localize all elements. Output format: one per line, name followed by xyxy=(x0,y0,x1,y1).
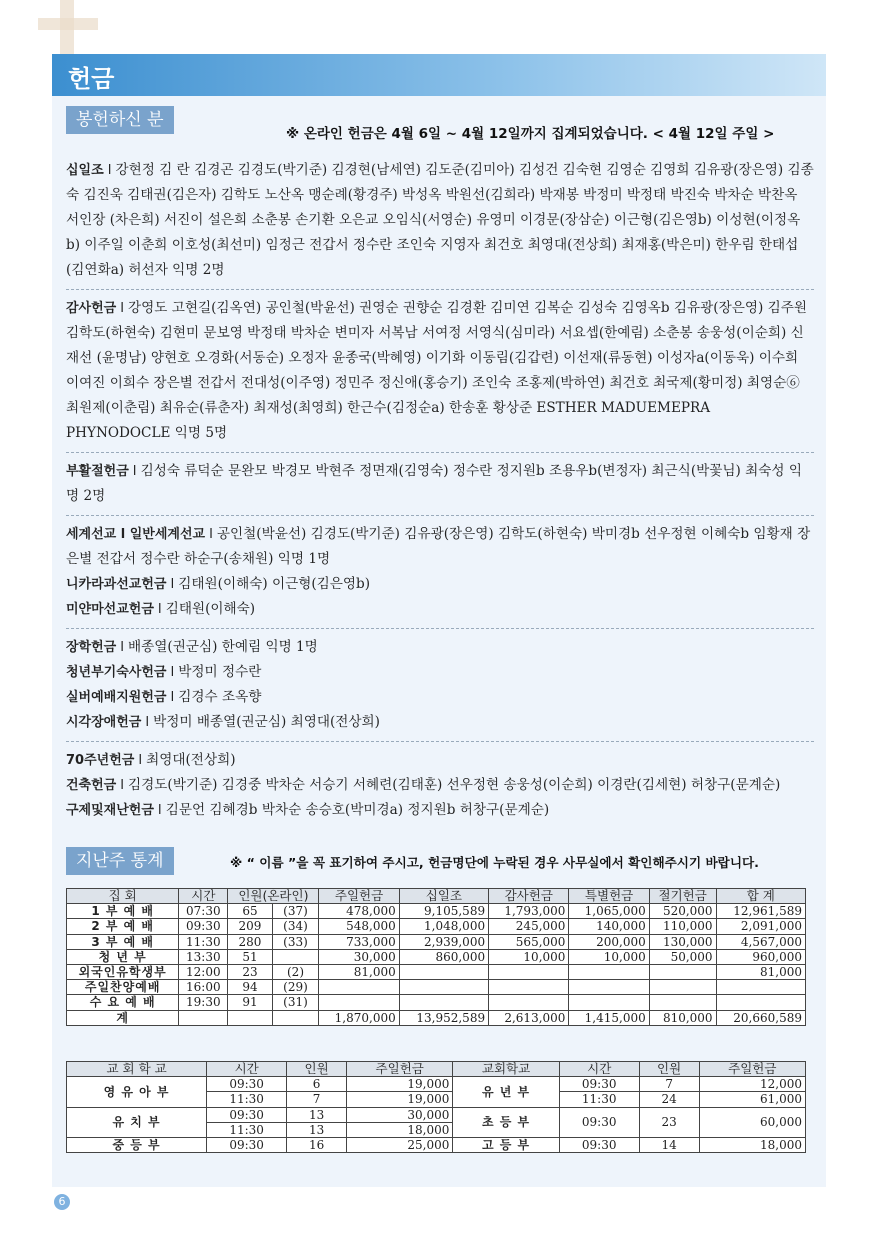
service-name: 계 xyxy=(67,1010,179,1025)
table-cell xyxy=(716,980,805,995)
table-cell xyxy=(489,980,569,995)
table-cell: 110,000 xyxy=(649,919,716,934)
separator: l xyxy=(209,526,213,542)
separator: l xyxy=(157,601,162,617)
column-header: 감사헌금 xyxy=(489,889,569,904)
table-cell: 1,065,000 xyxy=(569,904,649,919)
offering-category: 실버예배지원헌금 xyxy=(66,690,167,705)
table-cell xyxy=(399,965,488,980)
table-cell: 520,000 xyxy=(649,904,716,919)
table-cell: 860,000 xyxy=(399,949,488,964)
table-cell: 61,000 xyxy=(699,1092,805,1107)
table-cell: 7 xyxy=(639,1077,699,1092)
table-cell: 12:00 xyxy=(179,965,228,980)
column-header: 시간 xyxy=(207,1062,287,1077)
table-cell xyxy=(272,949,319,964)
offering-item xyxy=(66,798,814,823)
table-cell: 25,000 xyxy=(347,1138,453,1153)
offering-item xyxy=(66,289,814,446)
table-cell: 19:30 xyxy=(179,995,228,1010)
separator: l xyxy=(120,639,125,655)
table-cell: 9,105,589 xyxy=(399,904,488,919)
table-cell: 11:30 xyxy=(207,1122,287,1137)
donor-names: 배종열(권군심) 한예림 익명 1명 xyxy=(128,639,318,655)
separator: l xyxy=(170,689,175,705)
separator: l xyxy=(170,576,175,592)
table-cell: 94 xyxy=(228,980,272,995)
offering-category: 70주년헌금 xyxy=(66,753,135,768)
table-cell: 51 xyxy=(228,949,272,964)
table-cell: (2) xyxy=(272,965,319,980)
column-header: 시간 xyxy=(559,1062,639,1077)
school-name: 고 등 부 xyxy=(453,1138,559,1153)
table-cell: 209 xyxy=(228,919,272,934)
table-cell: 16 xyxy=(287,1138,347,1153)
table-cell: 12,961,589 xyxy=(716,904,805,919)
service-name: 청 년 부 xyxy=(67,949,179,964)
school-stats-table xyxy=(66,1061,806,1153)
table-cell: 140,000 xyxy=(569,919,649,934)
table-row xyxy=(67,1107,806,1122)
stats-section-label: 지난주 통계 xyxy=(66,847,174,875)
separator: l xyxy=(138,752,143,768)
table-cell: 478,000 xyxy=(319,904,399,919)
table-cell: 1,793,000 xyxy=(489,904,569,919)
offering-item xyxy=(66,158,814,283)
table-cell: 23 xyxy=(639,1107,699,1137)
table-cell: 81,000 xyxy=(319,965,399,980)
table-cell xyxy=(228,1010,272,1025)
table-cell: 19,000 xyxy=(347,1092,453,1107)
table-cell: 733,000 xyxy=(319,934,399,949)
cross-decoration xyxy=(60,0,74,62)
table-cell: 1,870,000 xyxy=(319,1010,399,1025)
table-cell: 4,567,000 xyxy=(716,934,805,949)
table-cell: (37) xyxy=(272,904,319,919)
table-cell xyxy=(272,1010,319,1025)
table-header-row xyxy=(67,889,806,904)
table-cell: 30,000 xyxy=(319,949,399,964)
online-notice: ※ 온라인 헌금은 4월 6일 ~ 4월 12일까지 집계되었습니다. < 4월 12일 주일 > xyxy=(286,126,775,142)
donor-names: 강영도 고현길(김옥연) 공인철(박윤선) 권영순 권향순 김경환 김미연 김복순 김성숙 김영옥b 김유광(장은영) 김주원 김학도(하현숙) 김현미 문보영 박정태 박차순 변미자 서복남 서여정 서영식(심미라) 서요셉(한예림) 소춘봉 송웅성(이순희) 신재선 (윤명남) 양현호 오경화(서동순) 오정자 윤종국(박혜영) 이기화 이동림(김갑련) 이선재(류동현) 이성자a(이동욱) 이수희 이여진 이희수 장은별 전갑서 전대성(이주영) 정민주 정신애(홍승기) 조인숙 조홍제(박하연) 최건호 최국제(황미정) 최영순⑥ 최원제(이춘림) 최유순(류춘자) 최재성(최영희) 한근수(김정순a) 한송훈 황상준 ESTHER MADUEMEPRA PHYNODOCLE 익명 5명 xyxy=(66,300,807,441)
table-cell: 10,000 xyxy=(489,949,569,964)
table-cell: 13,952,589 xyxy=(399,1010,488,1025)
service-name: 수 요 예 배 xyxy=(67,995,179,1010)
table-cell: 60,000 xyxy=(699,1107,805,1137)
offering-item xyxy=(66,515,814,572)
offering-item xyxy=(66,710,814,735)
separator: l xyxy=(107,162,112,178)
donor-names: 김태원(이해숙) xyxy=(165,601,256,617)
table-cell: 11:30 xyxy=(207,1092,287,1107)
table-cell: 13 xyxy=(287,1122,347,1137)
table-cell: 30,000 xyxy=(347,1107,453,1122)
donor-names: 박정미 배종열(권군심) 최영대(전상희) xyxy=(153,714,380,730)
table-cell xyxy=(179,1010,228,1025)
table-cell xyxy=(399,980,488,995)
table-cell: 7 xyxy=(287,1092,347,1107)
donor-names: 최영대(전상희) xyxy=(146,752,236,768)
table-header-row xyxy=(67,1062,806,1077)
offering-item xyxy=(66,597,814,622)
column-header: 주일헌금 xyxy=(699,1062,805,1077)
table-cell: 548,000 xyxy=(319,919,399,934)
separator: l xyxy=(157,802,162,818)
table-cell: 2,091,000 xyxy=(716,919,805,934)
donor-names: 김태원(이해숙) 이근형(김은영b) xyxy=(178,576,371,592)
worship-stats-table xyxy=(66,888,806,1026)
table-row xyxy=(67,1077,806,1092)
table-cell: 2,939,000 xyxy=(399,934,488,949)
stats-notice: ※ “ 이름 ”을 꼭 표기하여 주시고, 헌금명단에 누락된 경우 사무실에서 확인해주시기 바랍니다. xyxy=(230,855,759,870)
table-cell: 07:30 xyxy=(179,904,228,919)
table-row xyxy=(67,949,806,964)
table-cell xyxy=(319,995,399,1010)
table-cell: 09:30 xyxy=(559,1077,639,1092)
table-cell xyxy=(649,980,716,995)
table-cell: 09:30 xyxy=(207,1107,287,1122)
table-cell: 1,415,000 xyxy=(569,1010,649,1025)
table-cell xyxy=(649,965,716,980)
column-header: 집 회 xyxy=(67,889,179,904)
donor-names: 김문언 김혜경b 박차순 송승호(박미경a) 정지원b 허창구(문계순) xyxy=(165,802,550,818)
service-name: 3 부 예 배 xyxy=(67,934,179,949)
column-header: 인원 xyxy=(639,1062,699,1077)
offering-category: 건축헌금 xyxy=(66,778,117,793)
column-header: 주일헌금 xyxy=(347,1062,453,1077)
table-cell xyxy=(716,995,805,1010)
table-cell: 565,000 xyxy=(489,934,569,949)
table-cell: 10,000 xyxy=(569,949,649,964)
offering-item xyxy=(66,685,814,710)
separator: l xyxy=(120,300,125,316)
offering-category: 구제및재난헌금 xyxy=(66,803,154,818)
table-cell: 280 xyxy=(228,934,272,949)
separator: l xyxy=(132,463,137,479)
table-cell: 19,000 xyxy=(347,1077,453,1092)
table-cell: 2,613,000 xyxy=(489,1010,569,1025)
page-title: 헌금 xyxy=(68,65,115,93)
table-cell: 65 xyxy=(228,904,272,919)
offering-category: 장학헌금 xyxy=(66,640,117,655)
school-name: 유 치 부 xyxy=(67,1107,207,1137)
table-cell: 1,048,000 xyxy=(399,919,488,934)
table-cell xyxy=(569,965,649,980)
table-cell: 13 xyxy=(287,1107,347,1122)
table-cell xyxy=(569,980,649,995)
offering-list xyxy=(66,158,814,823)
table-cell: 09:30 xyxy=(207,1077,287,1092)
offering-category: 미얀마선교헌금 xyxy=(66,602,154,617)
column-header: 인원 xyxy=(287,1062,347,1077)
offerings-section-label: 봉헌하신 분 xyxy=(66,106,174,134)
table-cell: 20,660,589 xyxy=(716,1010,805,1025)
service-name: 2 부 예 배 xyxy=(67,919,179,934)
table-cell: 13:30 xyxy=(179,949,228,964)
offering-category: 니카라과선교헌금 xyxy=(66,577,167,592)
offering-item xyxy=(66,660,814,685)
donor-names: 김성숙 류덕순 문완모 박경모 박현주 정면재(김영숙) 정수란 정지원b 조용우b(변정자) 최근식(박꽃님) 최숙성 익명 2명 xyxy=(66,463,802,504)
table-cell: (31) xyxy=(272,995,319,1010)
donor-names: 김경수 조옥향 xyxy=(178,689,262,705)
table-row xyxy=(67,934,806,949)
table-row xyxy=(67,980,806,995)
column-header: 합 계 xyxy=(716,889,805,904)
donor-names: 공인철(박윤선) 김경도(박기준) 김유광(장은영) 김학도(하현숙) 박미경b 선우정현 이혜숙b 임황재 장은별 전갑서 정수란 하순구(송채원) 익명 1명 xyxy=(66,526,811,567)
offering-category: 청년부기숙사헌금 xyxy=(66,665,167,680)
table-cell: 810,000 xyxy=(649,1010,716,1025)
separator: l xyxy=(170,664,175,680)
table-cell xyxy=(649,995,716,1010)
school-name: 영 유 아 부 xyxy=(67,1077,207,1107)
table-cell: 09:30 xyxy=(179,919,228,934)
table-cell: 12,000 xyxy=(699,1077,805,1092)
table-cell: 130,000 xyxy=(649,934,716,949)
column-header: 교 회 학 교 xyxy=(67,1062,207,1077)
table-cell: 23 xyxy=(228,965,272,980)
total-row xyxy=(67,1010,806,1025)
table-cell: 09:30 xyxy=(559,1138,639,1153)
service-name: 1 부 예 배 xyxy=(67,904,179,919)
table-cell xyxy=(489,995,569,1010)
offering-item xyxy=(66,741,814,773)
school-name: 유 년 부 xyxy=(453,1077,559,1107)
table-cell: (29) xyxy=(272,980,319,995)
table-row xyxy=(67,995,806,1010)
table-cell: 09:30 xyxy=(207,1138,287,1153)
page-number: 6 xyxy=(54,1194,70,1210)
table-cell: 11:30 xyxy=(179,934,228,949)
table-cell: 18,000 xyxy=(699,1138,805,1153)
donor-names: 김경도(박기준) 김경중 박차순 서승기 서혜련(김태훈) 선우정현 송웅성(이순희) 이경란(김세현) 허창구(문계순) xyxy=(128,777,781,793)
table-cell: 81,000 xyxy=(716,965,805,980)
table-cell xyxy=(319,980,399,995)
donor-names: 강현정 김 란 김경곤 김경도(박기준) 김경현(남세연) 김도준(김미아) 김성건 김숙현 김영순 김영희 김유광(장은영) 김종숙 김진욱 김태권(김은자) 김학도 노산옥 맹순례(황경주) 박성옥 박원선(김희라) 박재봉 박정미 박정태 박진숙 박차순 박찬옥 서인장 (차은희) 서진이 설은희 소춘봉 손기환 오은교 오임식(서영순) 유영미 이경문(장삼순) 이근형(김은영b) 이성현(이정옥b) 이주일 이춘희 이호성(최선미) 임정근 전갑서 정수란 조인숙 지영자 최건호 최영대(전상희) 최재홍(박은미) 한우림 한태섭(김연화a) 허선자 익명 2명 xyxy=(66,162,814,278)
table-row xyxy=(67,1138,806,1153)
table-cell: 6 xyxy=(287,1077,347,1092)
offering-item xyxy=(66,452,814,509)
service-name: 주일찬양예배 xyxy=(67,980,179,995)
table-row xyxy=(67,904,806,919)
table-cell: 960,000 xyxy=(716,949,805,964)
table-cell: 16:00 xyxy=(179,980,228,995)
column-header: 주일헌금 xyxy=(319,889,399,904)
table-cell: (33) xyxy=(272,934,319,949)
table-cell xyxy=(569,995,649,1010)
table-cell: 11:30 xyxy=(559,1092,639,1107)
title-bar xyxy=(52,54,826,96)
school-name: 중 등 부 xyxy=(67,1138,207,1153)
table-row xyxy=(67,965,806,980)
column-header: 인원(온라인) xyxy=(228,889,319,904)
table-cell: 14 xyxy=(639,1138,699,1153)
offering-category: 부활절헌금 xyxy=(66,464,129,479)
column-header: 절기헌금 xyxy=(649,889,716,904)
table-row xyxy=(67,919,806,934)
table-cell: 09:30 xyxy=(559,1107,639,1137)
separator: l xyxy=(145,714,150,730)
column-header: 십일조 xyxy=(399,889,488,904)
offering-item xyxy=(66,572,814,597)
table-cell: 24 xyxy=(639,1092,699,1107)
cross-decoration-bar xyxy=(38,18,98,30)
offering-category: 세계선교 l 일반세계선교 xyxy=(66,527,206,542)
service-name: 외국인유학생부 xyxy=(67,965,179,980)
table-cell: (34) xyxy=(272,919,319,934)
table-cell: 18,000 xyxy=(347,1122,453,1137)
column-header: 특별헌금 xyxy=(569,889,649,904)
donor-names: 박정미 정수란 xyxy=(178,664,262,680)
offering-category: 시각장애헌금 xyxy=(66,715,142,730)
offering-category: 감사헌금 xyxy=(66,301,117,316)
table-cell: 91 xyxy=(228,995,272,1010)
offering-item xyxy=(66,773,814,798)
table-cell: 200,000 xyxy=(569,934,649,949)
offering-item xyxy=(66,628,814,660)
offering-category: 십일조 xyxy=(66,163,104,178)
separator: l xyxy=(120,777,125,793)
column-header: 교회학교 xyxy=(453,1062,559,1077)
school-name: 초 등 부 xyxy=(453,1107,559,1137)
table-cell xyxy=(399,995,488,1010)
table-cell: 50,000 xyxy=(649,949,716,964)
table-cell xyxy=(489,965,569,980)
table-cell: 245,000 xyxy=(489,919,569,934)
column-header: 시간 xyxy=(179,889,228,904)
